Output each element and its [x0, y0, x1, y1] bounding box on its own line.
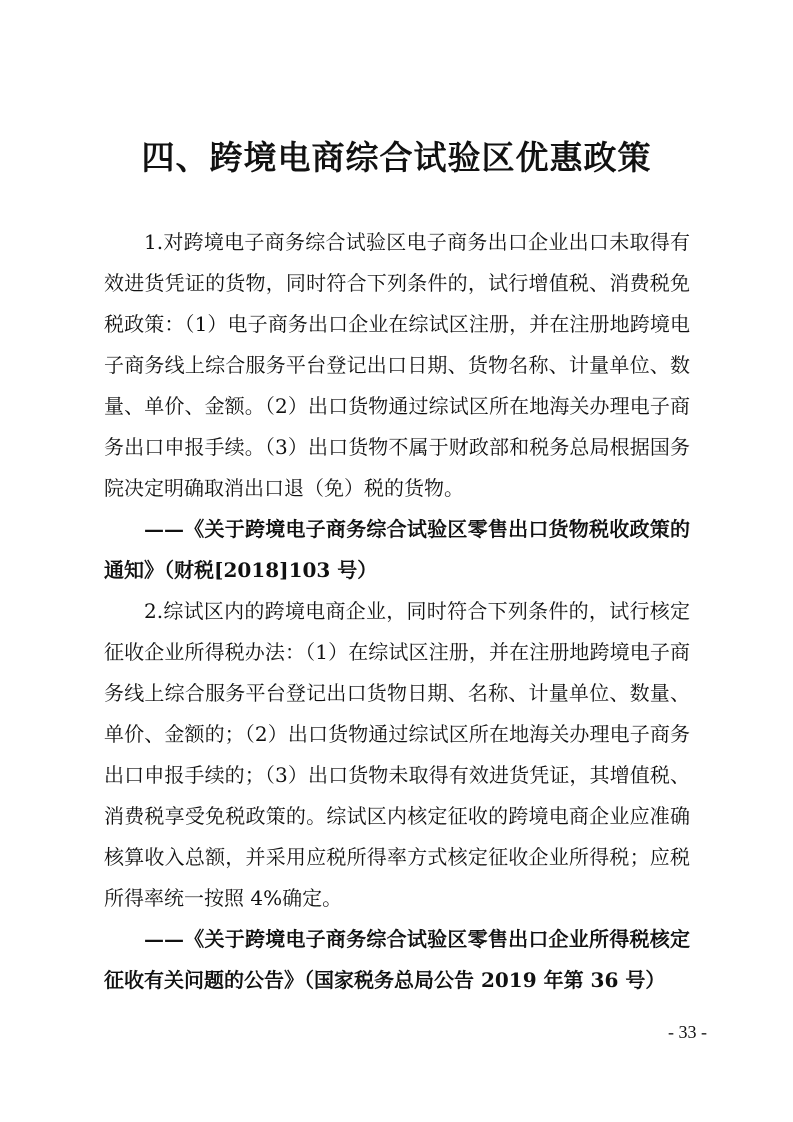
policy-paragraph-2: 2.综试区内的跨境电商企业，同时符合下列条件的，试行核定征收企业所得税办法：（1）在综试区注册，并在注册地跨境电子商务线上综合服务平台登记出口货物日期、名称、计量单位、数量、单价、金额的；（2）出口货物通过综试区所在地海关办理电子商务出口申报手续的；（3）出口货物未取得有效进货凭证，其增值税、消费税享受免税政策的。综试区内核定征收的跨境电商企业应准确核算收入总额，并采用应税所得率方式核定征收企业所得税；应税所得率统一按照 4%确定。: [104, 599, 690, 910]
policy-paragraph-1: 1.对跨境电子商务综合试验区电子商务出口企业出口未取得有效进货凭证的货物，同时符合下列条件的，试行增值税、消费税免税政策：（1）电子商务出口企业在综试区注册，并在注册地跨境电子商务线上综合服务平台登记出口日期、货物名称、计量单位、数量、单价、金额。（2）出口货物通过综试区所在地海关办理电子商务出口申报手续。（3）出口货物不属于财政部和税务总局根据国务院决定明确取消出口退（免）税的货物。: [104, 230, 690, 500]
page-title: 四、跨境电商综合试验区优惠政策: [141, 138, 652, 177]
page-number: - 33 -: [668, 1022, 707, 1042]
policy-source-2: ——《关于跨境电子商务综合试验区零售出口企业所得税核定征收有关问题的公告》（国家税务总局公告 2019 年第 36 号）: [104, 927, 690, 992]
document-body: [104, 222, 690, 1001]
policy-source-1: ——《关于跨境电子商务综合试验区零售出口货物税收政策的通知》（财税[2018]103 号）: [104, 517, 690, 582]
